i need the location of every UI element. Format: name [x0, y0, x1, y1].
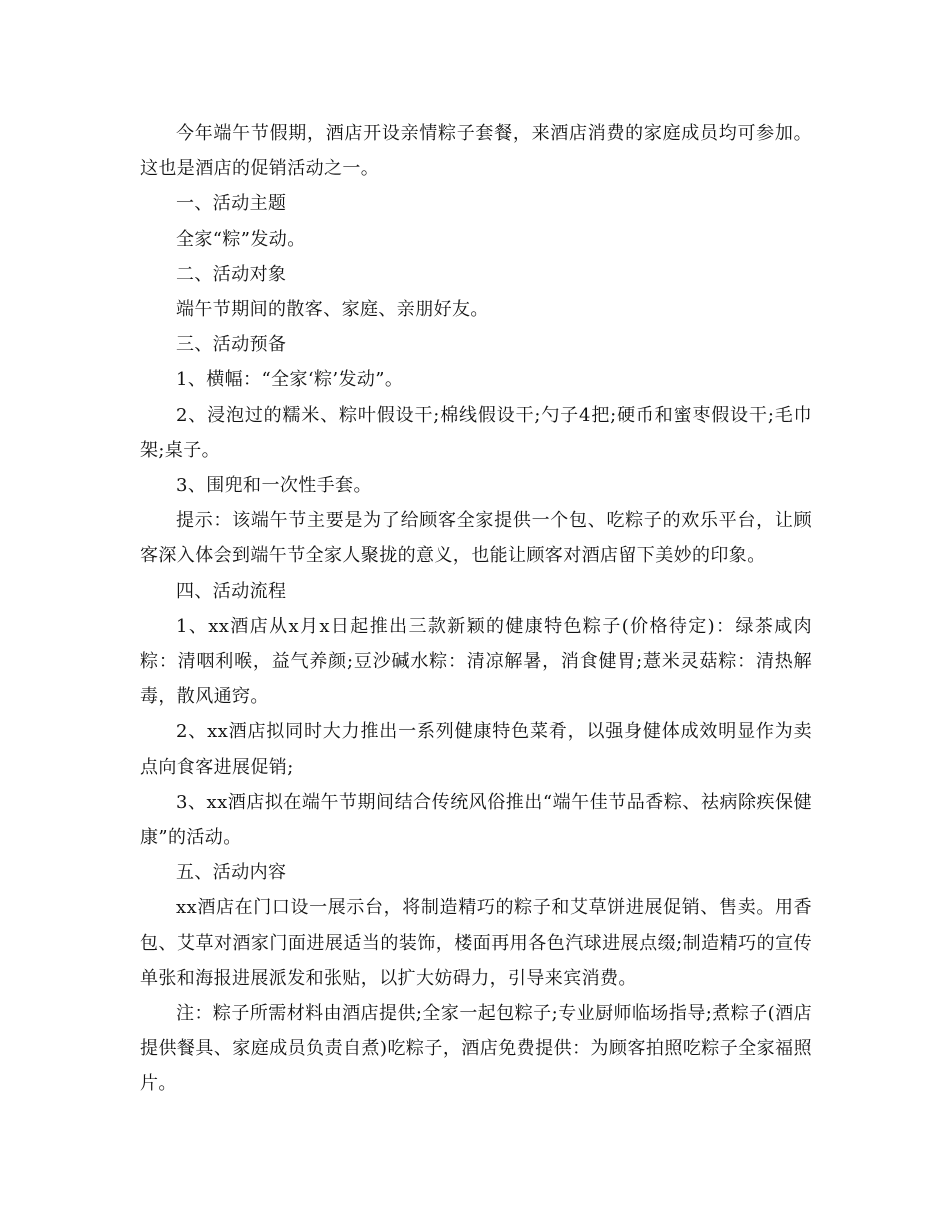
- audience-text: 端午节期间的散客、家庭、亲朋好友。: [176, 299, 489, 321]
- section-heading-content: 五、活动内容: [176, 862, 287, 884]
- intro-paragraph: 今年端午节假期，酒店开设亲情粽子套餐，来酒店消费的家庭成员均可参加。这也是酒店的促销活动之一。: [140, 123, 812, 180]
- tip-paragraph: 提示：该端午节主要是为了给顾客全家提供一个包、吃粽子的欢乐平台，让顾客深入体会到端午节全家人聚拢的意义，也能让顾客对酒店留下美妙的印象。: [140, 510, 812, 567]
- process-item-1: 1、xx酒店从x月x日起推出三款新颖的健康特色粽子(价格待定)：绿茶咸肉粽：清咽利喉，益气养颜;豆沙碱水粽：清凉解暑，消食健胃;薏米灵菇粽：清热解毒，散风通窍。: [140, 615, 812, 708]
- process-item-3: 3、xx酒店拟在端午节期间结合传统风俗推出“端午佳节品香粽、祛病除疾保健康”的活动。: [140, 791, 812, 849]
- section-heading-theme: 一、活动主题: [176, 193, 287, 215]
- section-heading-audience: 二、活动对象: [176, 263, 287, 285]
- theme-text: 全家“粽”发动。: [176, 228, 306, 250]
- document-body: [140, 116, 812, 1102]
- preparation-item-1: 1、横幅：“全家‘粽’发动”。: [176, 369, 404, 391]
- note-paragraph: 注：粽子所需材料由酒店提供;全家一起包粽子;专业厨师临场指导;煮粽子(酒店提供餐具、家庭成员负责自煮)吃粽子，酒店免费提供：为顾客拍照吃粽子全家福照片。: [140, 1003, 812, 1095]
- section-heading-process: 四、活动流程: [176, 580, 287, 602]
- process-item-2: 2、xx酒店拟同时大力推出一系列健康特色菜肴，以强身健体成效明显作为卖点向食客进展促销;: [140, 721, 812, 778]
- preparation-item-2: 2、浸泡过的糯米、粽叶假设干;棉线假设干;勺子4把;硬币和蜜枣假设干;毛巾架;桌子。: [140, 404, 812, 461]
- content-paragraph: xx酒店在门口设一展示台，将制造精巧的粽子和艾草饼进展促销、售卖。用香包、艾草对酒家门面进展适当的装饰，楼面再用各色汽球进展点缀;制造精巧的宣传单张和海报进展派发和张贴，以扩大妨碍力，引导来宾消费。: [140, 897, 812, 989]
- preparation-item-3: 3、围兜和一次性手套。: [176, 475, 372, 497]
- section-heading-preparation: 三、活动预备: [176, 334, 287, 356]
